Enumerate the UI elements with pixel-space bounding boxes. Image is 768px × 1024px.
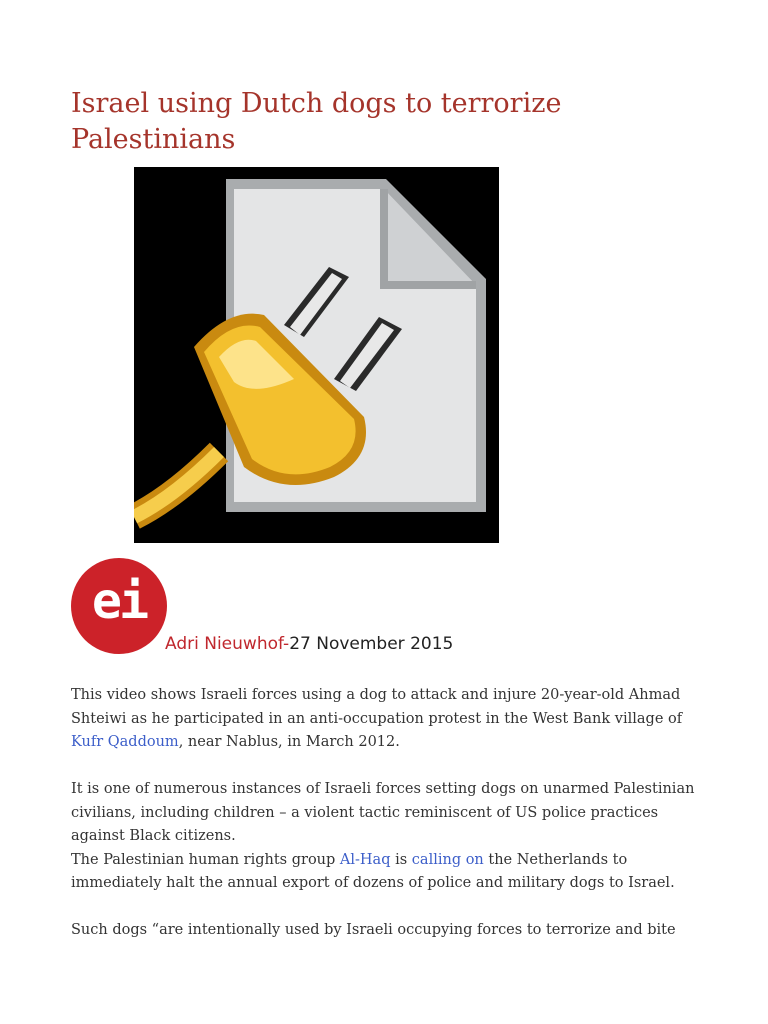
logo-text: ei xyxy=(91,572,147,630)
byline xyxy=(165,634,453,654)
paragraph-3: The Palestinian human rights group Al-Haq is calling on the Netherlands to immediately halt the annual export of dozens of police and military dogs to Israel. xyxy=(71,851,675,891)
paragraph-2: It is one of numerous instances of Israeli forces setting dogs on unarmed Palestinian civilians, including children – a violent tactic reminiscent of US police practices against Black citizens. xyxy=(71,781,695,844)
link-kufr-qaddoum[interactable]: Kufr Qaddoum xyxy=(71,734,179,750)
article-title: Israel using Dutch dogs to terrorize Palestinians xyxy=(71,88,562,155)
byline-separator: - xyxy=(283,634,290,654)
link-al-haq[interactable]: Al-Haq xyxy=(339,851,391,868)
publish-date: 27 November 2015 xyxy=(289,634,454,654)
article-body xyxy=(71,684,711,943)
paragraph-1: This video shows Israeli forces using a dog to attack and injure 20-year-old Ahmad Shteiwi as he participated in an anti-occupation protest in the West Bank village of Kufr Qaddoum, near Nablus, in March 2012. xyxy=(71,687,683,750)
paragraph-4: Such dogs “are intentionally used by Israeli occupying forces to terrorize and bite xyxy=(71,922,676,938)
link-calling-on[interactable]: calling on xyxy=(411,851,484,868)
missing-plugin-placeholder[interactable] xyxy=(134,167,499,543)
author-name[interactable]: Adri Nieuwhof xyxy=(165,634,284,654)
missing-plugin-icon xyxy=(134,167,499,543)
ei-logo xyxy=(71,558,167,654)
